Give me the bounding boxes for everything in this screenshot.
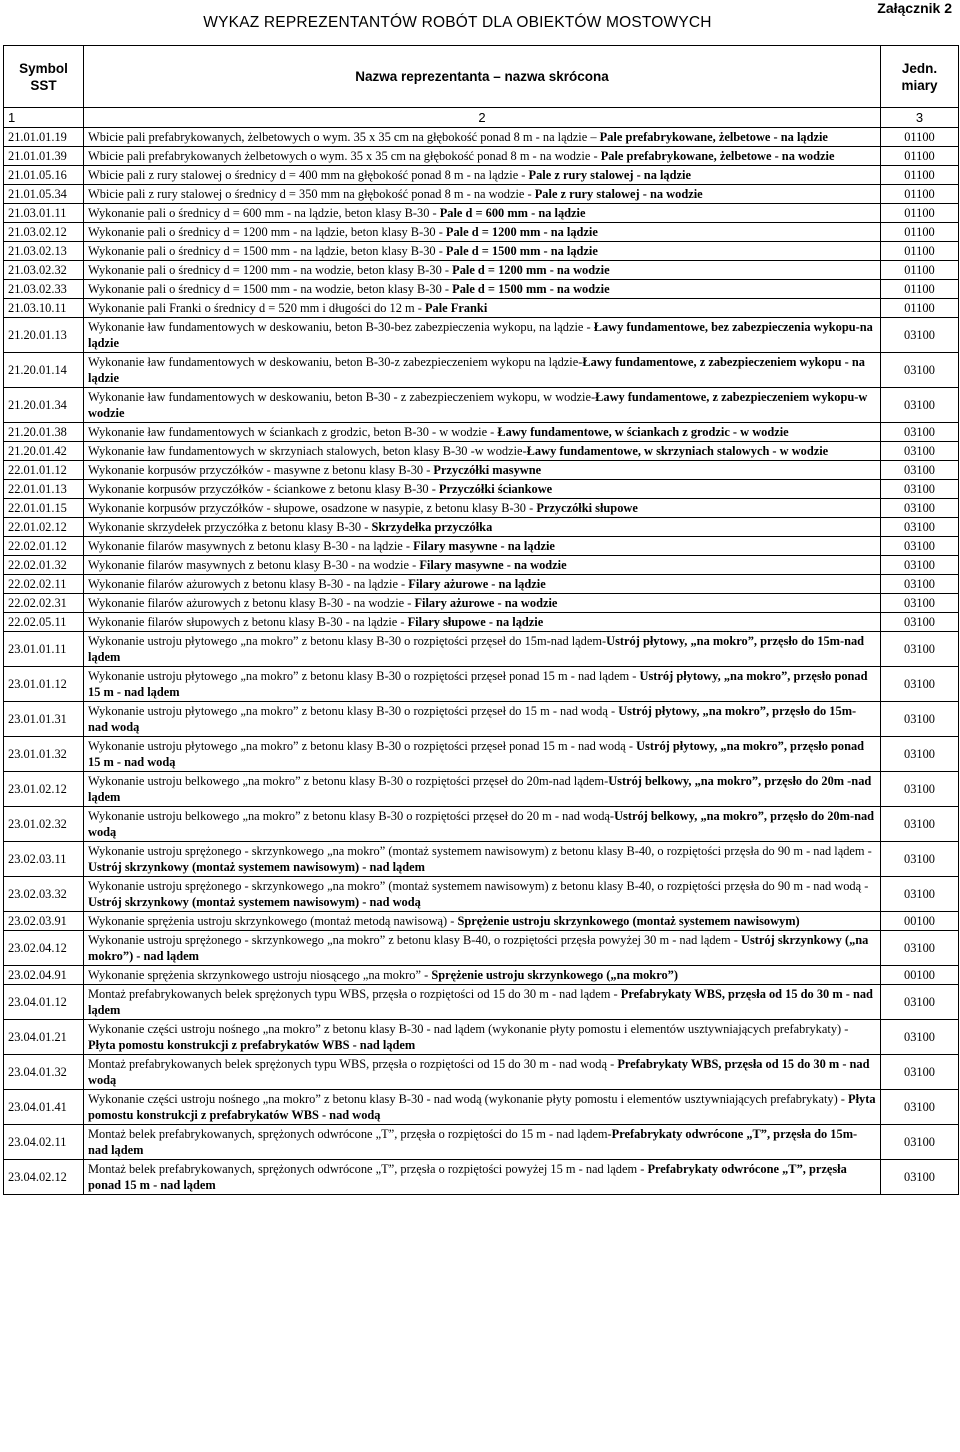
row-description: [84, 480, 881, 499]
row-unit: 03100: [881, 931, 959, 966]
row-short-name: Filary masywne - na lądzie: [413, 539, 555, 553]
row-symbol: 23.04.01.41: [4, 1090, 84, 1125]
row-symbol: 21.03.02.32: [4, 261, 84, 280]
row-short-name: Ławy fundamentowe, w skrzyniach stalowych - w wodzie: [526, 444, 829, 458]
row-description: [84, 204, 881, 223]
row-description: [84, 1125, 881, 1160]
row-symbol: 23.02.04.12: [4, 931, 84, 966]
row-description-text: Wykonanie ław fundamentowych w skrzyniach stalowych, beton klasy B-30 -w wodzie-: [88, 444, 527, 458]
row-symbol: 23.01.01.31: [4, 702, 84, 737]
row-symbol: 23.04.02.12: [4, 1160, 84, 1195]
row-short-name: Prefabrykaty WBS, przęsła od 15 do 30 m - nad wodą: [88, 1057, 870, 1087]
row-description-text: Wykonanie ustroju belkowego „na mokro” z betonu klasy B-30 o rozpiętości przęseł do 20m-nad lądem-: [88, 774, 609, 788]
row-description-text: Wbicie pali z rury stalowej o średnicy d = 400 mm na głębokość ponad 8 m - na lądzie -: [88, 168, 529, 182]
row-description: [84, 518, 881, 537]
table-row: [4, 877, 959, 912]
row-description: [84, 423, 881, 442]
row-short-name: Pale d = 1500 mm - na lądzie: [445, 244, 598, 258]
row-description: [84, 985, 881, 1020]
row-description-text: Montaż prefabrykowanych belek sprężonych typu WBS, przęsła o rozpiętości od 15 do 30 m - nad wodą -: [88, 1057, 618, 1071]
row-symbol: 21.01.05.34: [4, 185, 84, 204]
table-row: [4, 807, 959, 842]
row-description: [84, 1020, 881, 1055]
row-description-text: Wykonanie ustroju płytowego „na mokro” z betonu klasy B-30 o rozpiętości przęseł do 15 m - nad wodą -: [88, 704, 619, 718]
row-description: [84, 166, 881, 185]
row-symbol: 22.02.01.12: [4, 537, 84, 556]
table-row: [4, 575, 959, 594]
row-unit: 03100: [881, 353, 959, 388]
row-unit: 03100: [881, 442, 959, 461]
row-short-name: Ustrój belkowy, „na mokro”, przęsło do 20m-nad wodą: [88, 809, 875, 839]
row-description-text: Wykonanie ław fundamentowych w deskowaniu, beton B-30 - z zabezpieczeniem wykopu, w wodzie-: [88, 390, 596, 404]
row-unit: 03100: [881, 594, 959, 613]
row-description-text: Wykonanie korpusów przyczółków - słupowe, osadzone w nasypie, z betonu klasy B-30 -: [88, 501, 537, 515]
table-row: [4, 242, 959, 261]
row-description: [84, 499, 881, 518]
table-row: [4, 499, 959, 518]
row-short-name: Pale Franki: [424, 301, 488, 315]
row-symbol: 23.02.03.11: [4, 842, 84, 877]
row-description: [84, 223, 881, 242]
row-unit: 03100: [881, 807, 959, 842]
row-unit: 03100: [881, 537, 959, 556]
row-symbol: 22.01.01.12: [4, 461, 84, 480]
row-description-text: Wykonanie ustroju sprężonego - skrzynkowego „na mokro” (montaż systemem nawisowym) z betonu klasy B-40, o rozpiętości przęsła do 90 m - nad lądem -: [88, 844, 872, 858]
table-row: [4, 912, 959, 931]
row-unit: 01100: [881, 261, 959, 280]
row-description: [84, 388, 881, 423]
row-unit: 03100: [881, 1020, 959, 1055]
table-row: [4, 667, 959, 702]
table-row: [4, 594, 959, 613]
row-description: [84, 299, 881, 318]
row-short-name: Przyczółki ściankowe: [438, 482, 553, 496]
row-short-name: Pale d = 1200 mm - na lądzie: [445, 225, 598, 239]
row-description-text: Wykonanie korpusów przyczółków - masywne z betonu klasy B-30 -: [88, 463, 434, 477]
column-numbers-row: [4, 108, 959, 128]
row-description-text: Wykonanie ustroju belkowego „na mokro” z betonu klasy B-30 o rozpiętości przęseł do 20 m - nad wodą-: [88, 809, 615, 823]
table-row: [4, 128, 959, 147]
row-description: [84, 353, 881, 388]
row-description-text: Wbicie pali prefabrykowanych żelbetowych o wym. 35 x 35 cm na głębokość ponad 8 m - na wodzie -: [88, 149, 601, 163]
table-row: [4, 480, 959, 499]
row-unit: 03100: [881, 575, 959, 594]
table-row: [4, 353, 959, 388]
column-header-unit: Jedn. miary: [881, 46, 959, 108]
row-short-name: Pale z rury stalowej - na lądzie: [528, 168, 691, 182]
row-description: [84, 280, 881, 299]
row-symbol: 21.20.01.42: [4, 442, 84, 461]
row-symbol: 21.20.01.14: [4, 353, 84, 388]
row-description: [84, 1160, 881, 1195]
row-short-name: Filary słupowe - na lądzie: [407, 615, 544, 629]
row-description-text: Montaż belek prefabrykowanych, sprężonych odwrócone „T”, przęsła o rozpiętości powyżej 15 m - nad lądem -: [88, 1162, 648, 1176]
row-description-text: Wykonanie skrzydełek przyczółka z betonu klasy B-30 -: [88, 520, 372, 534]
row-symbol: 21.03.10.11: [4, 299, 84, 318]
column-number-1: 1: [4, 108, 84, 128]
row-unit: 01100: [881, 185, 959, 204]
row-symbol: 22.01.01.15: [4, 499, 84, 518]
row-symbol: 23.01.01.11: [4, 632, 84, 667]
row-description: [84, 807, 881, 842]
row-description: [84, 128, 881, 147]
table-row: [4, 613, 959, 632]
table-row: [4, 702, 959, 737]
row-short-name: Filary masywne - na wodzie: [419, 558, 567, 572]
row-symbol: 23.02.04.91: [4, 966, 84, 985]
table-row: [4, 166, 959, 185]
row-short-name: Prefabrykaty odwrócone „T”, przęsła ponad 15 m - nad lądem: [88, 1162, 847, 1192]
table-row: [4, 985, 959, 1020]
table-row: [4, 1055, 959, 1090]
row-short-name: Ławy fundamentowe, bez zabezpieczenia wykopu-na lądzie: [88, 320, 873, 350]
row-symbol: 21.03.02.13: [4, 242, 84, 261]
row-description: [84, 147, 881, 166]
row-symbol: 21.03.02.12: [4, 223, 84, 242]
row-short-name: Filary ażurowe - na wodzie: [414, 596, 558, 610]
row-short-name: Ustrój belkowy, „na mokro”, przęsło do 20m -nad lądem: [88, 774, 872, 804]
row-description: [84, 318, 881, 353]
row-description-text: Wykonanie ław fundamentowych w deskowaniu, beton B-30-z zabezpieczeniem wykopu na lądzie-: [88, 355, 583, 369]
table-row: [4, 1020, 959, 1055]
column-header-symbol: Symbol SST: [4, 46, 84, 108]
row-description: [84, 632, 881, 667]
row-short-name: Płyta pomostu konstrukcji z prefabrykatów WBS - nad lądem: [88, 1038, 416, 1052]
row-description: [84, 613, 881, 632]
row-description: [84, 667, 881, 702]
row-unit: 03100: [881, 556, 959, 575]
row-unit: 03100: [881, 842, 959, 877]
row-short-name: Pale prefabrykowane, żelbetowe - na wodzie: [600, 149, 835, 163]
row-description: [84, 442, 881, 461]
row-unit: 01100: [881, 204, 959, 223]
row-description-text: Wykonanie filarów ażurowych z betonu klasy B-30 - na lądzie -: [88, 577, 409, 591]
row-short-name: Ustrój płytowy, „na mokro”, przęsło do 15m-nad wodą: [88, 704, 857, 734]
row-description: [84, 877, 881, 912]
table-row: [4, 842, 959, 877]
row-short-name: Ustrój skrzynkowy („na mokro”) - nad lądem: [88, 933, 869, 963]
table-row: [4, 261, 959, 280]
row-symbol: 23.04.01.12: [4, 985, 84, 1020]
row-symbol: 23.04.02.11: [4, 1125, 84, 1160]
row-symbol: 21.01.05.16: [4, 166, 84, 185]
row-short-name: Filary ażurowe - na lądzie: [408, 577, 546, 591]
row-unit: 01100: [881, 166, 959, 185]
table-row: [4, 1125, 959, 1160]
row-unit: 03100: [881, 518, 959, 537]
row-short-name: Pale d = 1200 mm - na wodzie: [452, 263, 610, 277]
row-description: [84, 1090, 881, 1125]
row-unit: 01100: [881, 128, 959, 147]
row-description-text: Wykonanie ustroju płytowego „na mokro” z betonu klasy B-30 o rozpiętości przęseł ponad 15 m - nad wodą -: [88, 739, 637, 753]
row-description-text: Wykonanie pali Franki o średnicy d = 520 mm i długości do 12 m -: [88, 301, 425, 315]
row-description: [84, 242, 881, 261]
row-description: [84, 842, 881, 877]
table-row: [4, 299, 959, 318]
row-unit: 01100: [881, 299, 959, 318]
table-row: [4, 388, 959, 423]
table-row: [4, 737, 959, 772]
row-unit: 03100: [881, 877, 959, 912]
row-symbol: 22.01.01.13: [4, 480, 84, 499]
table-row: [4, 318, 959, 353]
row-short-name: Ustrój skrzynkowy (montaż systemem nawisowym) - nad wodą: [88, 895, 421, 909]
row-description-text: Wykonanie ustroju sprężonego - skrzynkowego „na mokro” z betonu klasy B-40, o rozpiętości przęsła powyżej 30 m - nad lądem -: [88, 933, 742, 947]
row-description-text: Wykonanie korpusów przyczółków - ściankowe z betonu klasy B-30 -: [88, 482, 439, 496]
row-description: [84, 702, 881, 737]
row-unit: 03100: [881, 423, 959, 442]
row-unit: 01100: [881, 147, 959, 166]
column-number-2: 2: [84, 108, 881, 128]
row-unit: 01100: [881, 242, 959, 261]
row-symbol: 23.02.03.32: [4, 877, 84, 912]
row-description-text: Wykonanie pali o średnicy d = 600 mm - na lądzie, beton klasy B-30 -: [88, 206, 440, 220]
row-description-text: Wykonanie ław fundamentowych w deskowaniu, beton B-30-bez zabezpieczenia wykopu, na lądzie -: [88, 320, 594, 334]
row-unit: 03100: [881, 1055, 959, 1090]
table-row: [4, 423, 959, 442]
row-symbol: 23.02.03.91: [4, 912, 84, 931]
row-description: [84, 537, 881, 556]
row-unit: 03100: [881, 388, 959, 423]
table-row: [4, 280, 959, 299]
row-short-name: Przyczółki słupowe: [536, 501, 638, 515]
row-unit: 03100: [881, 667, 959, 702]
row-short-name: Pale d = 600 mm - na lądzie: [439, 206, 586, 220]
row-symbol: 22.02.02.31: [4, 594, 84, 613]
row-description-text: Wbicie pali z rury stalowej o średnicy d = 350 mm na głębokość ponad 8 m - na wodzie -: [88, 187, 535, 201]
row-unit: 01100: [881, 223, 959, 242]
row-description: [84, 261, 881, 280]
row-description-text: Wykonanie filarów masywnych z betonu klasy B-30 - na lądzie -: [88, 539, 414, 553]
row-symbol: 21.20.01.34: [4, 388, 84, 423]
row-unit: 03100: [881, 772, 959, 807]
row-description: [84, 912, 881, 931]
row-unit: 03100: [881, 985, 959, 1020]
row-unit: 03100: [881, 737, 959, 772]
row-symbol: 22.02.01.32: [4, 556, 84, 575]
row-unit: 03100: [881, 1125, 959, 1160]
row-symbol: 23.04.01.21: [4, 1020, 84, 1055]
row-symbol: 21.20.01.38: [4, 423, 84, 442]
row-symbol: 21.01.01.39: [4, 147, 84, 166]
column-number-3: 3: [881, 108, 959, 128]
row-short-name: Prefabrykaty WBS, przęsła od 15 do 30 m - nad lądem: [88, 987, 873, 1017]
row-description-text: Montaż belek prefabrykowanych, sprężonych odwrócone „T”, przęsła o rozpiętości do 15 m - nad lądem-: [88, 1127, 612, 1141]
row-description-text: Wykonanie pali o średnicy d = 1200 mm - na lądzie, beton klasy B-30 -: [88, 225, 446, 239]
row-description: [84, 556, 881, 575]
row-description-text: Wykonanie filarów ażurowych z betonu klasy B-30 - na wodzie -: [88, 596, 415, 610]
row-description-text: Wykonanie ustroju płytowego „na mokro” z betonu klasy B-30 o rozpiętości przęseł do 15m-nad lądem-: [88, 634, 607, 648]
row-description-text: Wykonanie filarów masywnych z betonu klasy B-30 - na wodzie -: [88, 558, 420, 572]
representatives-table: [3, 45, 959, 1195]
row-description-text: Wykonanie pali o średnicy d = 1500 mm - na lądzie, beton klasy B-30 -: [88, 244, 446, 258]
page-title: WYKAZ REPREZENTANTÓW ROBÓT DLA OBIEKTÓW MOSTOWYCH: [203, 14, 712, 31]
row-unit: 01100: [881, 280, 959, 299]
row-unit: 03100: [881, 480, 959, 499]
row-description-text: Wykonanie sprężenia ustroju skrzynkowego (montaż metodą nawisową) -: [88, 914, 458, 928]
row-symbol: 21.03.01.11: [4, 204, 84, 223]
row-unit: 03100: [881, 499, 959, 518]
row-short-name: Skrzydełka przyczółka: [371, 520, 493, 534]
row-description-text: Wykonanie części ustroju nośnego „na mokro” z betonu klasy B-30 - nad wodą (wykonanie płyty pomostu i elementów usztywniających prefabrykaty) -: [88, 1092, 849, 1106]
row-description-text: Wykonanie ustroju płytowego „na mokro” z betonu klasy B-30 o rozpiętości przęseł ponad 15 m - nad lądem -: [88, 669, 640, 683]
row-short-name: Płyta pomostu konstrukcji z prefabrykatów WBS - nad wodą: [88, 1092, 876, 1122]
table-row: [4, 632, 959, 667]
row-short-name: Sprężenie ustroju skrzynkowego („na mokro”): [431, 968, 678, 982]
row-description-text: Wykonanie filarów słupowych z betonu klasy B-30 - na lądzie -: [88, 615, 408, 629]
row-description: [84, 594, 881, 613]
row-unit: 03100: [881, 1160, 959, 1195]
table-row: [4, 966, 959, 985]
row-unit: 03100: [881, 1090, 959, 1125]
row-symbol: 23.01.02.32: [4, 807, 84, 842]
row-description-text: Montaż prefabrykowanych belek sprężonych typu WBS, przęsła o rozpiętości od 15 do 30 m - nad lądem -: [88, 987, 621, 1001]
row-short-name: Ławy fundamentowe, z zabezpieczeniem wykopu - na lądzie: [88, 355, 865, 385]
row-short-name: Ławy fundamentowe, w ściankach z grodzic - w wodzie: [497, 425, 789, 439]
row-unit: 03100: [881, 318, 959, 353]
row-description: [84, 185, 881, 204]
table-row: [4, 537, 959, 556]
row-short-name: Sprężenie ustroju skrzynkowego (montaż systemem nawisowym): [457, 914, 800, 928]
row-short-name: Ustrój płytowy, „na mokro”, przęsło do 15m-nad lądem: [88, 634, 865, 664]
row-short-name: Ławy fundamentowe, z zabezpieczeniem wykopu-w wodzie: [88, 390, 868, 420]
row-short-name: Prefabrykaty odwrócone „T”, przęsła do 15m-nad lądem: [88, 1127, 858, 1157]
row-short-name: Pale prefabrykowane, żelbetowe - na lądzie: [599, 130, 828, 144]
row-description: [84, 737, 881, 772]
table-row: [4, 223, 959, 242]
row-description-text: Wykonanie pali o średnicy d = 1500 mm - na wodzie, beton klasy B-30 -: [88, 282, 453, 296]
row-short-name: Pale d = 1500 mm - na wodzie: [452, 282, 610, 296]
table-row: [4, 556, 959, 575]
row-description-text: Wykonanie ław fundamentowych w ściankach z grodzic, beton B-30 - w wodzie -: [88, 425, 498, 439]
row-symbol: 22.02.02.11: [4, 575, 84, 594]
row-description: [84, 461, 881, 480]
table-row: [4, 442, 959, 461]
row-unit: 03100: [881, 461, 959, 480]
row-short-name: Ustrój płytowy, „na mokro”, przęsło ponad 15 m - nad lądem: [88, 669, 868, 699]
table-row: [4, 931, 959, 966]
row-short-name: Przyczółki masywne: [433, 463, 542, 477]
table-row: [4, 1090, 959, 1125]
row-unit: 00100: [881, 966, 959, 985]
table-row: [4, 772, 959, 807]
table-row: [4, 147, 959, 166]
row-description-text: Wykonanie pali o średnicy d = 1200 mm - na wodzie, beton klasy B-30 -: [88, 263, 453, 277]
row-description: [84, 966, 881, 985]
row-description-text: Wykonanie sprężenia skrzynkowego ustroju niosącego „na mokro” -: [88, 968, 432, 982]
row-unit: 03100: [881, 702, 959, 737]
row-description-text: Wbicie pali prefabrykowanych, żelbetowych o wym. 35 x 35 cm na głębokość ponad 8 m - na lądzie –: [88, 130, 600, 144]
row-symbol: 21.20.01.13: [4, 318, 84, 353]
column-header-name: Nazwa reprezentanta – nazwa skrócona: [84, 46, 881, 108]
row-short-name: Ustrój płytowy, „na mokro”, przęsło ponad 15 m - nad wodą: [88, 739, 865, 769]
table-header-row: [4, 46, 959, 108]
row-symbol: 23.01.02.12: [4, 772, 84, 807]
row-description-text: Wykonanie części ustroju nośnego „na mokro” z betonu klasy B-30 - nad lądem (wykonanie płyty pomostu i elementów usztywniających prefabrykaty) -: [88, 1022, 849, 1036]
row-symbol: 23.04.01.32: [4, 1055, 84, 1090]
row-symbol: 21.01.01.19: [4, 128, 84, 147]
row-short-name: Pale z rury stalowej - na wodzie: [534, 187, 703, 201]
row-short-name: Ustrój skrzynkowy (montaż systemem nawisowym) - nad lądem: [88, 860, 425, 874]
row-description: [84, 931, 881, 966]
row-unit: 03100: [881, 613, 959, 632]
row-unit: 00100: [881, 912, 959, 931]
row-symbol: 22.01.02.12: [4, 518, 84, 537]
attachment-label: Załącznik 2: [877, 0, 952, 16]
row-description-text: Wykonanie ustroju sprężonego - skrzynkowego „na mokro” (montaż systemem nawisowym) z betonu klasy B-40, o rozpiętości przęsła do 90 m - nad wodą -: [88, 879, 869, 893]
table-row: [4, 461, 959, 480]
row-description: [84, 575, 881, 594]
row-symbol: 23.01.01.32: [4, 737, 84, 772]
row-symbol: 21.03.02.33: [4, 280, 84, 299]
row-symbol: 23.01.01.12: [4, 667, 84, 702]
row-description: [84, 772, 881, 807]
table-row: [4, 1160, 959, 1195]
row-description: [84, 1055, 881, 1090]
row-unit: 03100: [881, 632, 959, 667]
table-row: [4, 185, 959, 204]
table-row: [4, 518, 959, 537]
row-symbol: 22.02.05.11: [4, 613, 84, 632]
table-row: [4, 204, 959, 223]
